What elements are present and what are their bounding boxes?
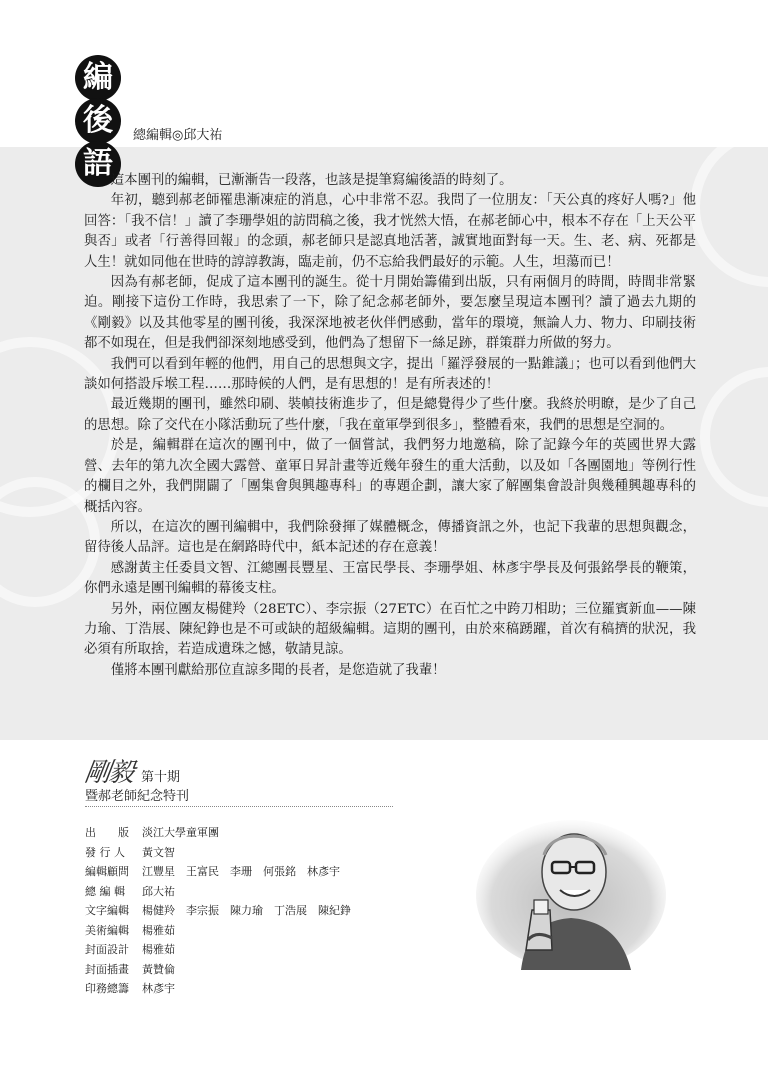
paragraph: 我們可以看到年輕的他們，用自己的思想與文字，提出「羅浮發展的一點錐議」；也可以看到他們大談如何搭設斥堠工程……那時候的人們，是有思想的！是有所表述的！ — [84, 356, 696, 393]
divider — [85, 806, 393, 807]
credits-list — [85, 823, 351, 999]
credit-names: 楊雅茹 — [142, 923, 175, 937]
floral-ornament-right-mid — [700, 367, 768, 507]
credit-role: 編輯顧問 — [85, 865, 129, 878]
paragraph: 最近幾期的團刊，雖然印刷、裝幀技術進步了，但是總覺得少了些什麼。我終於明瞭，是少了自己的思想。除了交代在小隊活動玩了些什麼，「我在童軍學到很多」，整體看來，我們的思想是空洞的。 — [84, 397, 696, 433]
title-char: 編 — [75, 55, 121, 101]
logo-calligraphy: 剛毅 — [82, 758, 135, 788]
credit-names: 邱大祐 — [142, 884, 175, 898]
paragraph: 所以，在這次的團刊編輯中，我們除發揮了媒體概念，傳播資訊之外，也記下我輩的思想與觀念，留待後人品評。這也是在網路時代中，紙本記述的存在意義！ — [84, 519, 696, 556]
paragraph: 另外，兩位團友楊健羚（28ETC）、李宗振（27ETC）在百忙之中跨刀相助；三位羅賓新血——陳力瑜、丁浩展、陳紀錚也是不可或缺的超級編輯。這期的團刊，由於來稿踴躍，首次有稿擠的狀況，我必須有所取捨，若造成遺珠之憾，敬請見諒。 — [84, 601, 696, 658]
credit-role: 文字編輯 — [85, 904, 129, 917]
credit-names: 淡江大學童軍團 — [142, 826, 219, 839]
credit-row — [85, 862, 351, 882]
credit-names: 江豐星 王富民 李珊 何張銘 林彥宇 — [142, 865, 340, 878]
credit-row — [85, 823, 351, 843]
issue-subtitle: 暨郝老師紀念特刊 — [85, 789, 190, 804]
credit-names: 楊健羚 李宗振 陳力瑜 丁浩展 陳紀錚 — [142, 904, 351, 917]
credit-role: 美術編輯 — [85, 923, 129, 937]
paragraph: 因為有郝老師，促成了這本團刊的誕生。從十月開始籌備到出版，只有兩個月的時間，時間非常緊迫。剛接下這份工作時，我思索了一下，除了紀念郝老師外，要怎麼呈現這本團刊？讀了過去九期的《剛毅》以及其他零星的團刊後，我深深地被老伙伴們感動，當年的環境，無論人力、物力、印刷技術都不如現在，但是我們卻深刻地感受到，他們為了想留下一絲足跡，群策群力所做的努力。 — [84, 275, 696, 352]
credit-row — [85, 960, 351, 980]
credit-row — [85, 921, 351, 941]
portrait-sketch — [466, 810, 666, 970]
editor-credit: 總編輯◎邱大祐 — [133, 128, 223, 143]
credit-names: 林彥宇 — [142, 982, 175, 995]
credit-row — [85, 979, 351, 999]
paragraph: 感謝黃主任委員文智、江總團長豐星、王富民學長、李珊學姐、林彥宇學長及何張銘學長的鞭策，你們永遠是團刊編輯的幕後支柱。 — [84, 560, 696, 597]
issue-number: 第十期 — [141, 770, 181, 785]
credit-role: 總 編 輯 — [85, 884, 125, 898]
article-body — [84, 171, 696, 681]
credit-role: 封面插畫 — [85, 962, 129, 976]
credit-row — [85, 940, 351, 960]
credit-role: 發 行 人 — [85, 845, 125, 859]
paragraph: 僅將本團刊獻給那位直諒多聞的長者，是您造就了我輩！ — [110, 662, 446, 678]
floral-ornament-right — [690, 127, 768, 287]
title-char: 語 — [75, 141, 121, 187]
credit-names: 黃贊倫 — [142, 962, 175, 976]
credit-row — [85, 882, 351, 902]
magazine-logo — [82, 752, 181, 789]
credit-role: 印務總籌 — [85, 982, 129, 995]
credit-names: 楊雅茹 — [142, 943, 175, 956]
title-char: 後 — [75, 98, 121, 144]
credit-row — [85, 901, 351, 921]
page-title — [75, 55, 125, 184]
credit-role: 封面設計 — [85, 943, 129, 956]
credit-row — [85, 843, 351, 863]
credit-role: 出 版 — [85, 826, 129, 839]
paragraph: 這本團刊的編輯，已漸漸告一段落，也該是提筆寫編後語的時刻了。 — [110, 173, 513, 188]
credit-names: 黃文智 — [142, 845, 175, 859]
paragraph: 於是，編輯群在這次的團刊中，做了一個嘗試，我們努力地邀稿，除了記錄今年的英國世界大露營、去年的第九次全國大露營、童軍日昇計畫等近幾年發生的重大活動，以及如「各團園地」等例行性的欄目之外，我們開闢了「團集會與興趣專科」的專題企劃，讓大家了解團集會設計與幾種興趣專科的概括內容。 — [84, 438, 696, 515]
paragraph: 年初，聽到郝老師罹患漸凍症的消息，心中非常不忍。我問了一位朋友：「天公真的疼好人嗎?」他回答：「我不信！」讀了李珊學姐的訪問稿之後，我才恍然大悟，在郝老師心中，根本不存在「上天公平與否」或者「行善得回報」的念頭，郝老師只是認真地活著，誠實地面對每一天。生、老、病、死都是人生！就如同他在世時的諄諄教誨，臨走前，仍不忘給我們最好的示範。人生，坦蕩而已！ — [84, 193, 696, 270]
